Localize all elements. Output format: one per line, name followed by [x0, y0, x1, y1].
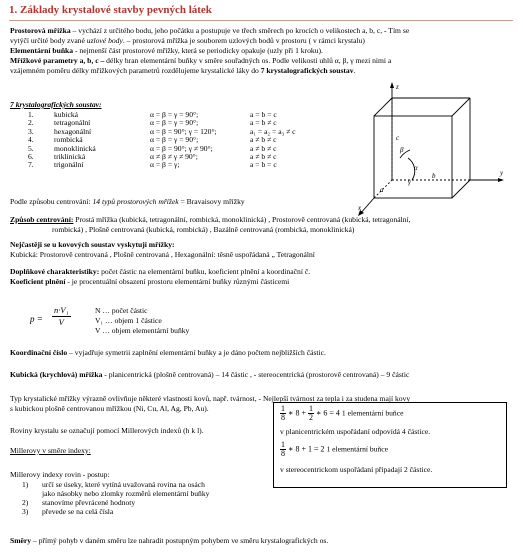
- systems-heading: 7 krystalografických soustav:: [10, 100, 102, 109]
- text: Prostá mřížka (kubická, tetragonální, rombická, monoklinická) , Prostorově centrovaná (kubická, tetragonální,: [73, 215, 411, 224]
- result-text: 1 elementární buňce: [341, 408, 404, 418]
- formula-lhs: p =: [30, 314, 43, 324]
- label-z: z: [396, 83, 399, 91]
- system-name: hexagonální: [54, 126, 92, 136]
- label-beta: β: [400, 146, 404, 154]
- formula-denominator: V: [58, 317, 64, 327]
- result-text: 1 elementární buňce: [326, 444, 389, 454]
- system-angles: α ≠ β ≠ γ ≠ 90°;: [150, 152, 198, 162]
- box-formula-2: [280, 441, 388, 458]
- zpusob-line-2: rombická) , Plošně centrovaná (kubická, rombická) , Bazálně centrovaná (rombická, monoklinická): [52, 225, 355, 234]
- system-name: tetragonální: [54, 118, 91, 128]
- y-arrow: [498, 178, 504, 182]
- unit-cell-diagram: [352, 80, 512, 230]
- system-angles: α = β = 90°; γ = 120°;: [150, 126, 217, 136]
- system-number: 3.: [28, 126, 34, 136]
- miller-heading: Millerovy v směre indexy:: [10, 446, 91, 455]
- kubicka-line: [10, 370, 409, 379]
- bold-text: Kubická (krychlová) mřížka: [10, 370, 103, 379]
- legend-n: N … počet částic: [95, 306, 148, 315]
- text: – vyjadřuje symetrii zaplnění elementární buňky a je dáno počtem nejbližších částic.: [67, 348, 326, 357]
- kovy-line: Kubická: Prostorově centrovaná , Plošně centrovaná , Hexagonální: těsně uspořádaná „ Tetragonální: [10, 250, 315, 259]
- system-axes: a ≠ b ≠ c: [250, 152, 277, 162]
- fraction: [280, 405, 286, 422]
- miller-step: [22, 489, 209, 498]
- intro-text: vzájemném poměru délky mřížkových parametrů rozdělujeme krystalické láky do: [10, 66, 261, 75]
- intro-line-4: [10, 56, 391, 65]
- miller-step: [22, 498, 209, 507]
- system-angles: α = β = 90°; γ ≠ 90°;: [150, 143, 213, 153]
- bold-text: Směry: [10, 536, 32, 545]
- system-axes: a ≠ b ≠ c: [250, 135, 277, 145]
- label-b: b: [432, 172, 436, 180]
- system-angles: α = β = γ = 90°;: [150, 110, 199, 119]
- legend-v1: V₁ … objem 1 částice: [95, 316, 162, 325]
- miller-sub: Millerovy indexy rovin - postup:: [10, 470, 110, 479]
- intro-text: - nejmenší část prostorové mřížky, která se periodicky opakuje (uzly při 1 kroku).: [73, 46, 323, 55]
- box-formula-1: [280, 405, 403, 422]
- centering-line: [10, 197, 245, 206]
- intro-text: .: [353, 66, 356, 75]
- intro-line-2: [10, 36, 365, 45]
- title-divider: [9, 20, 513, 21]
- operator: ∗ 8 + 1 = 2: [288, 444, 325, 454]
- intro-line-1: [10, 26, 409, 35]
- text: - je procentuální obsazení prostoru elementární buňky různými částicemi: [65, 277, 290, 286]
- step-text: jako násobky nebo zlomky rozměrů elementární buňky: [42, 489, 210, 498]
- fraction: [280, 441, 286, 458]
- operator: ∗ 6 = 4: [315, 408, 340, 418]
- system-angles: α = β = γ = 90°;: [150, 118, 199, 128]
- z-arrow: [390, 82, 394, 88]
- cube-edge: [452, 180, 470, 198]
- denominator: 8: [281, 449, 285, 458]
- term-prostorova-mrizka: Prostorová mřížka: [10, 26, 71, 35]
- typ-line-2: s kubickou plošně centrovanou mřížkou (Ni, Cu, Al, Ag, Pb, Au).: [10, 404, 209, 413]
- step-text: stanovíme převrácené hodnoty: [42, 498, 136, 507]
- smery-line: [10, 536, 328, 545]
- text: = Bravaisovy mřížky: [178, 197, 245, 206]
- miller-steps: [22, 480, 209, 516]
- step-number: 2): [22, 498, 29, 507]
- intro-line-5: [10, 66, 355, 75]
- fraction: [308, 405, 314, 422]
- system-axes: a = b ≠ c: [250, 118, 277, 128]
- intro-text: – vychází z určitého bodu, jeho počátku a postupuje ve třech směrech po krocích o velikostech a, b, c, - Tím se: [70, 26, 410, 35]
- step-number: 1): [22, 480, 29, 489]
- system-name: monoklinická: [54, 143, 96, 153]
- system-axes: a ≠ b ≠ c: [250, 143, 277, 153]
- system-name: rombická: [54, 135, 83, 145]
- denominator: 8: [281, 413, 285, 422]
- label-x: x: [358, 204, 362, 212]
- intro-line-3: [10, 46, 323, 55]
- term-mrizkove-parametry: Mřížkové parametry a, b, c –: [10, 56, 105, 65]
- bold-text: Koordinační číslo: [10, 348, 68, 357]
- term-elementarni-bunka: Elementární buňka: [10, 46, 74, 55]
- system-name: trigonální: [54, 160, 84, 170]
- numerator: 1: [281, 404, 285, 413]
- zpusob-label: Způsob centrování:: [10, 215, 74, 224]
- legend-v: V … objem elementární buňky: [95, 326, 190, 335]
- bold-text: Koeficient plnění: [10, 277, 66, 286]
- typ-line-1: Typ krystalické mřížky výrazně ovlivňuje některé vlastnosti kovů, např. tvárnost, - Nejlepší tvárnost za tepla i za studena mají kovy: [10, 394, 411, 403]
- plneni-line: [10, 277, 289, 286]
- intro-text: vytýčí určité body zvané: [10, 36, 87, 45]
- label-y: y: [500, 169, 504, 177]
- system-name: triklinická: [54, 152, 86, 162]
- term-7-soustav: 7 krystalografických soustav: [260, 66, 354, 75]
- box-text-2: v stereocentrickom uspořádaní připadají 2 částice.: [280, 465, 433, 474]
- label-alpha: α: [414, 164, 418, 172]
- label-a: a: [380, 186, 384, 194]
- miller-line: Roviny krystalu se označují pomocí Millerových indexů (h k l).: [10, 426, 204, 435]
- numerator: 1: [281, 440, 285, 449]
- system-number: 5.: [28, 143, 34, 153]
- system-row: [10, 161, 300, 169]
- system-name: kubická: [54, 110, 79, 119]
- step-text: převede se na celá čísla: [42, 507, 114, 516]
- system-number: 1.: [28, 110, 34, 119]
- text: počet částic na elementární buňku, koeficient plnění a koordinační č.: [99, 267, 311, 276]
- text: Podle způsobu centrování:: [10, 197, 93, 206]
- operator: ∗ 8 +: [288, 408, 306, 418]
- italic-text: 14 typů prostorových mřížek: [92, 197, 179, 206]
- cube-edge: [452, 98, 470, 116]
- formula-fraction: [52, 305, 71, 328]
- zpusob-line-1: [10, 215, 411, 224]
- kovy-heading: Nejčastěji se u kovových soustav vyskytují mřížky:: [10, 240, 175, 249]
- cube-edge: [374, 98, 392, 116]
- label-c: c: [396, 134, 400, 142]
- system-number: 2.: [28, 118, 34, 128]
- system-number: 7.: [28, 160, 34, 170]
- system-number: 4.: [28, 135, 34, 145]
- miller-step: [22, 480, 209, 489]
- numerator: 1: [308, 404, 313, 413]
- system-axes: a = b = c: [250, 160, 277, 170]
- particle-count-box: [273, 402, 507, 488]
- miller-step: [22, 507, 209, 516]
- intro-text: . – prostorová mřížka je souborem uzlových bodů v prostoru ( v rámci krystalu): [122, 36, 365, 45]
- box-text-1: v planicentrickém uspořádaní odpovídá 4 částice.: [280, 427, 431, 436]
- text: – přímý pohyb v daném směru lze nahradit postupným pohybem ve směru krystalografických os.: [31, 536, 329, 545]
- term-uzlove-body: uzlové body: [86, 36, 123, 45]
- step-text: určí se úseky, které vytíná uvažovaná rovina na osách: [42, 480, 205, 489]
- doplnkove-line: [10, 267, 310, 276]
- koord-line: [10, 348, 326, 357]
- page-title: 1. Základy krystalové stavby pevných látek: [9, 4, 212, 16]
- step-number: 3): [22, 507, 29, 516]
- system-number: 6.: [28, 152, 34, 162]
- bold-text: Doplňkové charakteristiky:: [10, 267, 100, 276]
- system-axes: a₁ = a₂ = a₃ ≠ c: [250, 126, 296, 136]
- system-axes: a = b = c: [250, 110, 277, 119]
- system-angles: α = β = γ = 90°;: [150, 135, 199, 145]
- intro-text: délky hran elementární buňky v směre souřadných os. Podle velikosti uhlů α, β, γ mezi nimi a: [104, 56, 392, 65]
- formula-numerator: n·V₁: [54, 305, 69, 315]
- system-angles: α = β = γ;: [150, 160, 180, 170]
- text: - planicentrická (plošně centrovaná) – 14 částic , - stereocentrická (prostorově centrovaná) – 9 částic: [102, 370, 410, 379]
- systems-table: [10, 111, 300, 170]
- denominator: 2: [308, 413, 313, 422]
- label-gamma: γ: [408, 178, 411, 186]
